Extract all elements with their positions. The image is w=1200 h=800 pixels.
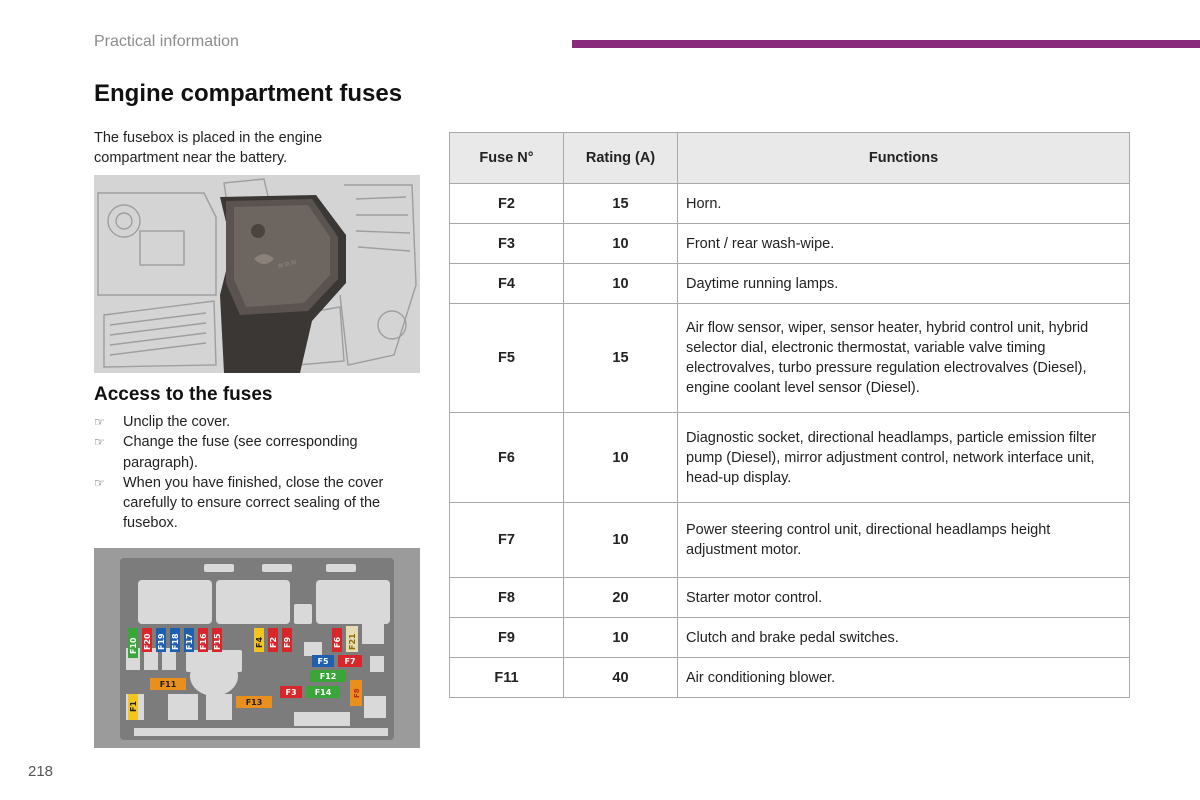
fuse-slot xyxy=(332,628,342,652)
fuse-number: F5 xyxy=(450,304,564,413)
fuse-label: F12 xyxy=(319,672,337,681)
svg-text:≋≋≋: ≋≋≋ xyxy=(276,257,298,271)
fuse-slot xyxy=(142,628,152,652)
pointing-hand-icon: ☞ xyxy=(94,475,105,490)
fuse-slot xyxy=(156,628,166,652)
header-rating-label: Rating (A) xyxy=(585,150,656,166)
fuse-function: Daytime running lamps. xyxy=(678,264,1130,304)
fuse-label: F6 xyxy=(333,636,342,648)
header-functions xyxy=(678,133,1130,184)
fuse-label: F10 xyxy=(129,637,138,654)
fuse-table xyxy=(449,132,1130,698)
fuse-function: Starter motor control. xyxy=(678,578,1130,618)
fusebox-diagram xyxy=(94,548,420,748)
fuse-slot xyxy=(128,694,138,720)
fuse-label: F14 xyxy=(314,688,332,697)
fuse-number: F6 xyxy=(450,413,564,503)
access-step xyxy=(94,432,414,473)
fuse-label: F3 xyxy=(285,688,297,697)
access-step-text: Unclip the cover. xyxy=(123,414,231,430)
table-row xyxy=(450,618,1130,658)
fuse-rating: 10 xyxy=(564,224,678,264)
fuse-rating: 10 xyxy=(564,413,678,503)
fuse-rating: 10 xyxy=(564,618,678,658)
header-fuse-number xyxy=(450,133,564,184)
fuse-function: Diagnostic socket, directional headlamps, particle emission filter pump (Diesel), mirror adjustment control, network interface unit, head-up display. xyxy=(678,413,1130,503)
access-section-title: Access to the fuses xyxy=(94,384,273,405)
fuse-slot xyxy=(362,624,384,644)
accent-bar xyxy=(572,40,1200,48)
fuse-label: F13 xyxy=(245,698,263,707)
fuse-number: F7 xyxy=(450,503,564,578)
fuse-function: Power steering control unit, directional headlamps height adjustment motor. xyxy=(678,503,1130,578)
engine-compartment-illustration xyxy=(94,175,420,373)
table-row xyxy=(450,264,1130,304)
fuse-slot xyxy=(312,655,334,667)
page-title: Engine compartment fuses xyxy=(94,80,403,107)
intro-text: The fusebox is placed in the engine compartment near the battery. xyxy=(94,130,323,166)
access-steps-list xyxy=(94,412,414,534)
fuse-function: Air conditioning blower. xyxy=(678,658,1130,698)
fuse-number: F2 xyxy=(450,184,564,224)
fuse-slot xyxy=(254,628,264,652)
fuse-number: F3 xyxy=(450,224,564,264)
fuse-label: F7 xyxy=(344,657,356,666)
fuse-slot xyxy=(350,680,362,706)
fuse-slot xyxy=(310,670,346,682)
fuse-label: F1 xyxy=(129,700,138,712)
fusebox-diagram-graphic xyxy=(94,548,420,748)
fuse-rating: 15 xyxy=(564,184,678,224)
fuse-table-header xyxy=(450,133,1130,184)
fuse-number: F11 xyxy=(450,658,564,698)
fuse-slot xyxy=(170,628,180,652)
fuse-label: F2 xyxy=(269,636,278,648)
fuse-slot xyxy=(338,655,362,667)
fuse-slot xyxy=(184,628,194,652)
fuse-function: Front / rear wash-wipe. xyxy=(678,224,1130,264)
fuse-label: F19 xyxy=(157,633,166,650)
fuse-rating: 20 xyxy=(564,578,678,618)
fuse-label: F4 xyxy=(255,636,264,648)
fuse-function: Clutch and brake pedal switches. xyxy=(678,618,1130,658)
fuse-slot xyxy=(128,628,138,658)
fuse-label: F17 xyxy=(185,633,194,650)
fuse-label: F18 xyxy=(171,633,180,650)
fuse-label: F8 xyxy=(353,688,361,698)
engine-illustration-graphic xyxy=(94,175,420,373)
fuse-function: Air flow sensor, wiper, sensor heater, hybrid control unit, hybrid selector dial, electronic thermostat, variable valve timing electrovalves, turbo pressure regulation electrovalves (Diesel), engine coolant level sensor (Diesel). xyxy=(678,304,1130,413)
fuse-label: F20 xyxy=(143,633,152,650)
table-row xyxy=(450,224,1130,264)
fuse-slot xyxy=(282,628,292,652)
fuse-slot xyxy=(198,628,208,652)
fuse-rating: 15 xyxy=(564,304,678,413)
table-row xyxy=(450,304,1130,413)
fuse-label: F11 xyxy=(159,680,177,689)
access-step-text: When you have finished, close the cover carefully to ensure correct sealing of the fusebox. xyxy=(123,474,384,532)
fuse-slot xyxy=(236,696,272,708)
access-step-text: Change the fuse (see corresponding paragraph). xyxy=(123,434,358,471)
fuse-number: F8 xyxy=(450,578,564,618)
fuse-number: F9 xyxy=(450,618,564,658)
header-fuse-number-label: Fuse N° xyxy=(479,150,534,166)
fuse-rating: 10 xyxy=(564,264,678,304)
pointing-hand-icon: ☞ xyxy=(94,435,105,450)
access-step xyxy=(94,412,414,432)
table-row xyxy=(450,658,1130,698)
table-row xyxy=(450,503,1130,578)
fuse-rating: 10 xyxy=(564,503,678,578)
fuse-slot xyxy=(150,678,186,690)
pointing-hand-icon: ☞ xyxy=(94,415,105,429)
fuse-slot xyxy=(280,686,302,698)
section-label: Practical information xyxy=(94,33,239,50)
table-row xyxy=(450,184,1130,224)
fuse-slot xyxy=(268,628,278,652)
fuse-label: F5 xyxy=(317,657,329,666)
fuse-slot xyxy=(306,686,340,698)
table-row xyxy=(450,413,1130,503)
fuse-label: F9 xyxy=(283,636,292,648)
access-step xyxy=(94,473,414,534)
fuse-slot xyxy=(212,628,222,652)
header-rating xyxy=(564,133,678,184)
fuse-number: F4 xyxy=(450,264,564,304)
fuse-rating: 40 xyxy=(564,658,678,698)
fuse-slot xyxy=(346,626,358,652)
table-row xyxy=(450,578,1130,618)
fuse-label: F21 xyxy=(348,633,357,650)
page-number: 218 xyxy=(28,763,54,780)
fuse-label: F15 xyxy=(213,633,222,650)
fuse-label: F16 xyxy=(199,633,208,650)
header-functions-label: Functions xyxy=(868,150,939,166)
fuse-function: Horn. xyxy=(678,184,1130,224)
